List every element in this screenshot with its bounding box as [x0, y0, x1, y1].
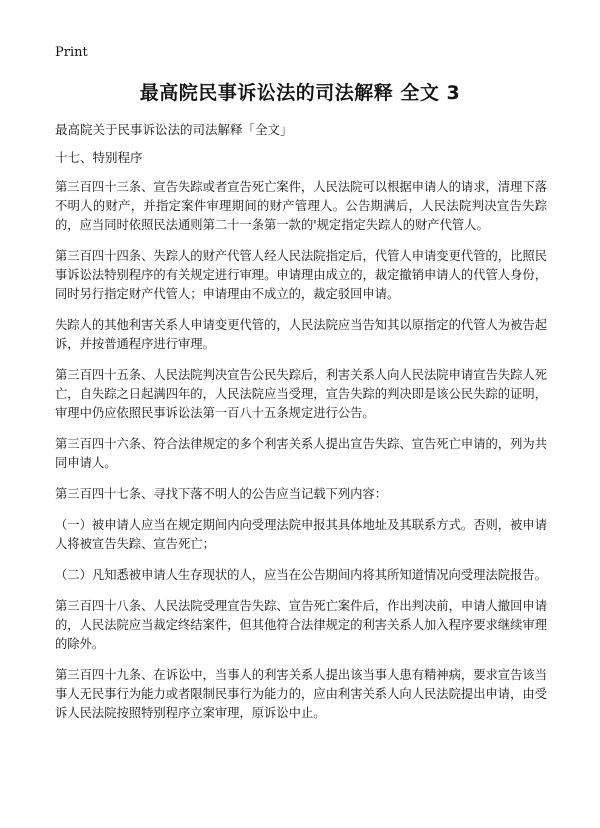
paragraph-article-344-supplement: 失踪人的其他利害关系人申请变更代管的，人民法院应当告知其以原指定的代管人为被告起诉，并按普通程序进行审理。 — [55, 318, 547, 351]
paragraph-article-345: 第三百四十五条、人民法院判决宣告公民失踪后，利害关系人向人民法院申请宣告失踪人死亡，自失踪之日起满四年的，人民法院应当受理，宣告失踪的判决即是该公民失踪的证明，审理中仍应依照民事诉讼法第一百八十五条规定进行公告。 — [55, 368, 547, 420]
paragraph-article-343: 第三百四十三条、宣告失踪或者宣告死亡案件，人民法院可以根据申请人的请求，清理下落不明人的财产，并指定案件审理期间的财产管理人。公告期满后，人民法院判决宣告失踪的，应当同时依照民法通则第二十一条第一款的'规定指定失踪人的财产代管人。 — [55, 180, 547, 232]
paragraph-article-344: 第三百四十四条、失踪人的财产代管人经人民法院指定后，代管人申请变更代管的，比照民事诉讼法特别程序的有关规定进行审理。申请理由成立的，裁定撤销申请人的代管人身份，同时另行指定财产代管人；申请理由不成立的，裁定驳回申请。 — [55, 249, 547, 301]
paragraph-article-349: 第三百四十九条、在诉讼中，当事人的利害关系人提出该当事人患有精神病，要求宣告该当事人无民事行为能力或者限制民事行为能力的，应由利害关系人向人民法院提出申请，由受诉人民法院按照特别程序立案审理，原诉讼中止。 — [55, 668, 547, 720]
document-body — [55, 178, 547, 735]
paragraph-article-346: 第三百四十六条、符合法律规定的多个利害关系人提出宣告失踪、宣告死亡申请的，列为共同申请人。 — [55, 437, 547, 470]
paragraph-article-347-item-2: （二）凡知悉被申请人生存现状的人，应当在公告期间内将其所知道情况向受理法院报告。 — [55, 568, 547, 582]
document-subtitle: 最高院关于民事诉讼法的司法解释「全文」 — [55, 122, 293, 137]
paragraph-article-347-item-1: （一）被申请人应当在规定期间内向受理法院申报其具体地址及其联系方式。否则，被申请人将被宣告失踪、宣告死亡； — [55, 518, 547, 551]
section-heading: 十七、特别程序 — [55, 150, 143, 165]
print-link[interactable]: Print — [55, 45, 88, 60]
page-title: 最高院民事诉讼法的司法解释 全文 3 — [139, 82, 461, 104]
paragraph-article-347: 第三百四十七条、寻找下落不明人的公告应当记载下列内容： — [55, 487, 388, 501]
paragraph-article-348: 第三百四十八条、人民法院受理宣告失踪、宣告死亡案件后，作出判决前，申请人撤回申请的，人民法院应当裁定终结案件，但其他符合法律规定的利害关系人加入程序要求继续审理的除外。 — [55, 599, 547, 651]
